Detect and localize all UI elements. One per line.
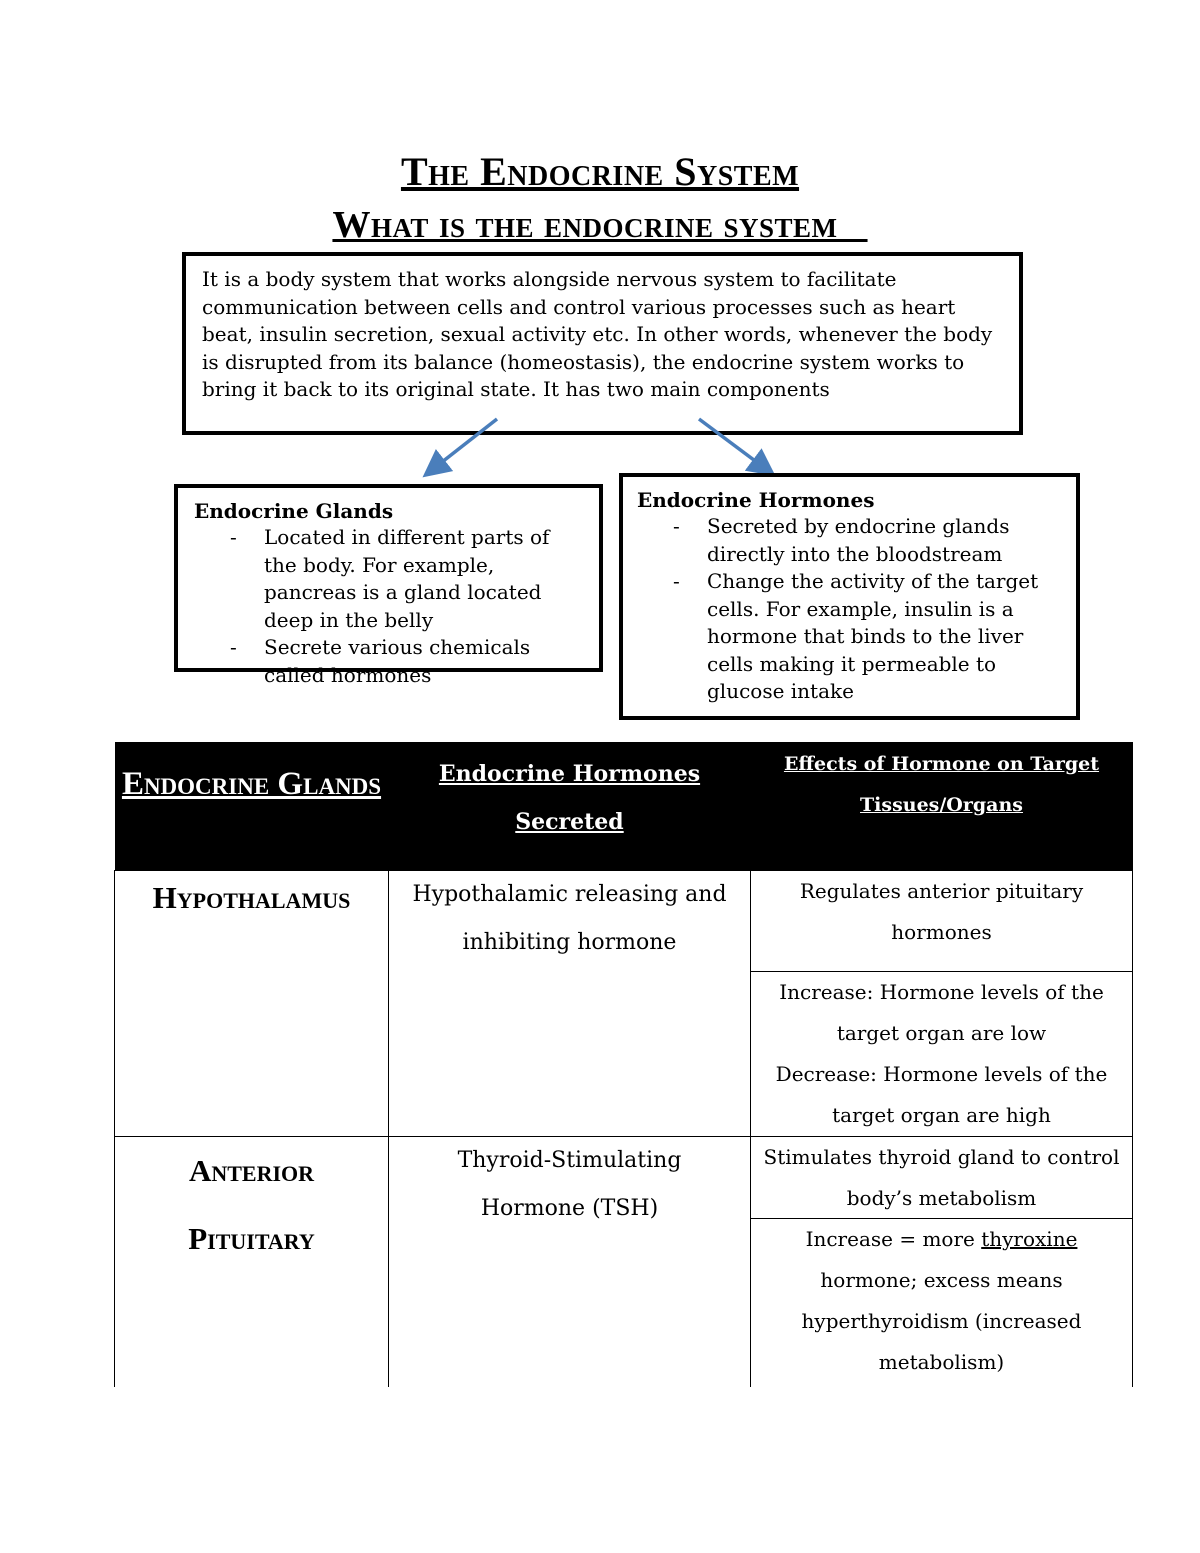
hormone-cell: Hypothalamic releasing and inhibiting hormone [389,871,751,1137]
table-header-row [115,742,1133,871]
effect-decrease: Decrease: Hormone levels of the target organ are high [775,1062,1108,1127]
list-item: - Secreted by endocrine glands directly into the bloodstream [637,513,1062,568]
gland-cell: Anterior Pituitary [115,1137,389,1387]
effect-main: Regulates anterior pituitary hormones [799,879,1084,944]
table-row [115,1137,1133,1387]
glands-list [194,524,583,689]
effect-detail [751,971,1132,1136]
effect-main: Stimulates thyroid gland to control body’s metabolism [763,1145,1120,1210]
hormones-list [637,513,1062,706]
intro-box [182,252,1023,435]
gland-cell: Hypothalamus [115,871,389,1137]
page-title: The Endocrine System [400,149,800,194]
hormone-cell: Thyroid-Stimulating Hormone (TSH) [389,1137,751,1387]
header-glands: Endocrine Glands [115,742,389,871]
thyroxine-term: thyroxine [981,1227,1078,1251]
list-item: - Located in different parts of the body. For example, pancreas is a gland located deep in the belly [194,524,583,634]
hormones-box [619,473,1080,720]
header-effects: Effects of Hormone on Target Tissues/Organs [751,742,1133,871]
list-item: - Change the activity of the target cells. For example, insulin is a hormone that binds to the liver cells making it permeable to glucose intake [637,568,1062,706]
effect-cell [751,871,1133,1137]
glands-heading: Endocrine Glands [194,499,394,523]
section-heading: What is the endocrine system [332,204,868,246]
effect-increase: Increase: Hormone levels of the target organ are low [779,980,1104,1045]
list-item: - Secrete various chemicals called hormones [194,634,583,689]
table-row [115,871,1133,1137]
effect-detail: Increase = more thyroxine hormone; excess means hyperthyroidism (increased metabolism) [751,1218,1132,1383]
hormones-heading: Endocrine Hormones [637,488,875,512]
effect-cell [751,1137,1133,1387]
glands-box [174,484,603,687]
intro-text: It is a body system that works alongside nervous system to facilitate communication between cells and control various processes such as heart beat, insulin secretion, sexual activity etc. In other words, whenever the body is disrupted from its balance (homeostasis), the endocrine system works to bring it back to its original state. It has two main components [202,267,993,401]
header-hormones: Endocrine Hormones Secreted [389,742,751,871]
endocrine-table [114,742,1133,1387]
